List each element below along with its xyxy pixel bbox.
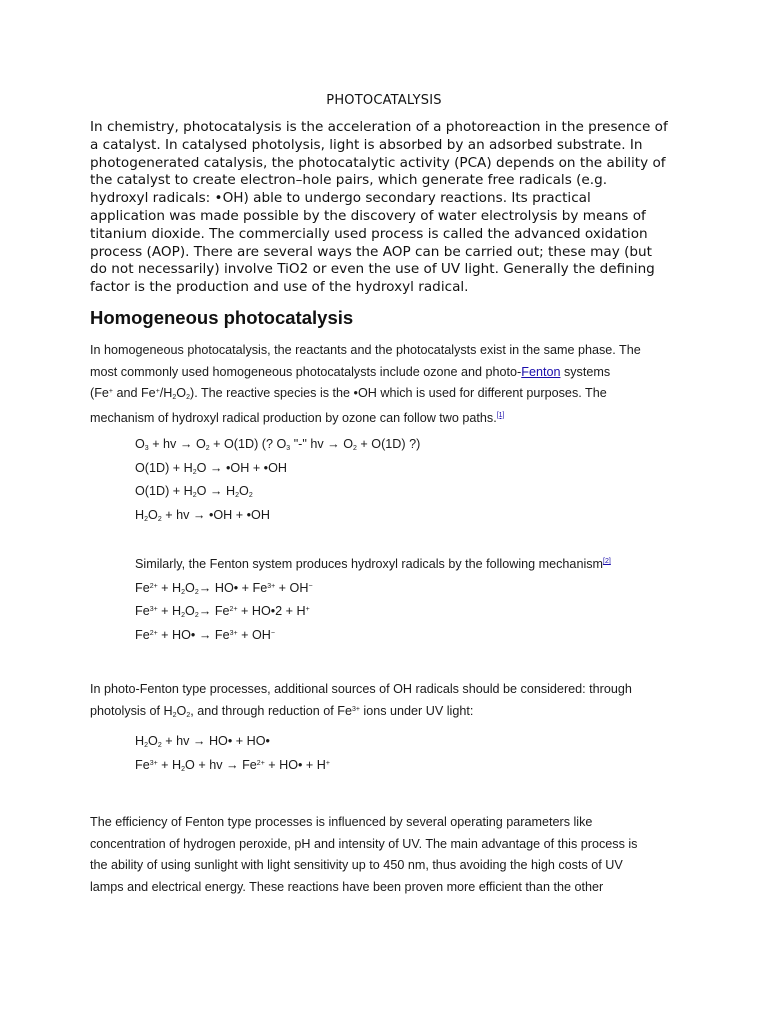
subscript: 2 <box>192 492 197 499</box>
text-span: O <box>176 386 187 401</box>
equation-line <box>135 600 611 624</box>
efficiency-paragraph <box>90 812 690 898</box>
text-span: → HO• + Fe <box>198 580 268 595</box>
subscript: 2 <box>186 394 190 402</box>
text-span: O <box>239 484 249 498</box>
superscript: + <box>305 606 310 613</box>
superscript: 3+ <box>149 759 158 767</box>
equation-line <box>135 730 330 754</box>
superscript: 2+ <box>229 606 238 613</box>
subscript: 2 <box>192 468 197 476</box>
subscript: 2 <box>172 394 177 402</box>
paragraph-line: the ability of using sunlight with light sensitivity up to 450 nm, thus avoiding the high costs of UV <box>90 858 623 873</box>
text-span: O <box>185 604 195 618</box>
subscript: 2 <box>157 515 162 523</box>
equation-line <box>135 754 330 778</box>
subscript: 2 <box>205 445 210 452</box>
section-heading: Homogeneous photocatalysis <box>90 307 354 328</box>
superscript: + <box>325 759 330 767</box>
ozone-equations <box>135 433 420 527</box>
text-span: Similarly, the Fenton system produces hydroxyl radicals by the following mechanism <box>135 557 604 571</box>
text-span: + HO• + H <box>264 757 326 772</box>
subscript: 3 <box>144 445 149 452</box>
text-span: + O(1D) (? O <box>209 437 287 451</box>
equation-line <box>135 624 611 648</box>
text-span: O(1D) + H <box>135 460 193 475</box>
superscript: 3+ <box>149 606 158 613</box>
text-span: O → H <box>196 484 236 498</box>
subscript: 2 <box>181 765 186 773</box>
text-span: and Fe <box>112 386 156 401</box>
text-span: Fe <box>135 604 150 618</box>
photo-fenton-paragraph <box>90 679 690 722</box>
subscript: 3 <box>286 445 291 452</box>
superscript: 2+ <box>256 759 265 767</box>
text-span: + hv → O <box>148 437 206 451</box>
intro-line: photogenerated catalysis, the photocatalytic activity (PCA) depends on the ability of <box>90 154 666 171</box>
text-span: O <box>135 437 145 451</box>
paragraph-line: In photo-Fenton type processes, additional sources of OH radicals should be considered: through <box>90 682 632 696</box>
text-span: + H <box>157 604 182 618</box>
text-span: + HO•2 + H <box>237 604 306 618</box>
superscript: 3+ <box>351 705 360 713</box>
citation-link[interactable]: [2] <box>603 558 611 565</box>
subscript: 2 <box>194 588 199 596</box>
text-span: O + hv → Fe <box>185 757 257 772</box>
subscript: 2 <box>144 742 149 749</box>
text-span: + H <box>157 580 182 595</box>
page-title: PHOTOCATALYSIS <box>326 93 442 108</box>
paragraph-line <box>90 383 690 405</box>
text-span: H <box>135 734 145 748</box>
paragraph-line: The efficiency of Fenton type processes is influenced by several operating parameters like <box>90 815 593 829</box>
text-span: mechanism of hydroxyl radical production by ozone can follow two paths. <box>90 410 497 425</box>
text-span: O <box>176 703 187 718</box>
intro-line: process (AOP). There are several ways the AOP can be carried out; these may (but <box>90 243 652 260</box>
citation-link[interactable]: [1] <box>496 411 505 419</box>
text-span: + HO• → Fe <box>157 627 230 642</box>
superscript: − <box>270 629 275 637</box>
text-span: Fe <box>135 627 150 642</box>
superscript: 2+ <box>149 629 158 637</box>
equation-line <box>135 433 420 457</box>
fenton-intro-line <box>135 550 611 577</box>
equation-line <box>135 480 420 504</box>
text-span: + H <box>157 757 182 772</box>
intro-line: a catalyst. In catalysed photolysis, light is absorbed by an adsorbed substrate. In <box>90 136 643 153</box>
subscript: 2 <box>172 711 177 719</box>
superscript: 3+ <box>229 629 238 637</box>
text-span: + hv → •OH + •OH <box>161 507 270 522</box>
subscript: 2 <box>235 492 240 499</box>
subscript: 2 <box>353 445 357 452</box>
intro-line: do not necessarily) involve TiO2 or even the use of UV light. Generally the defining <box>90 261 655 278</box>
superscript: + <box>155 388 160 396</box>
equation-line <box>135 504 420 528</box>
text-span: O → •OH + •OH <box>196 460 287 475</box>
intro-line: titanium dioxide. The commercially used process is called the advanced oxidation <box>90 225 648 242</box>
intro-line: factor is the production and use of the hydroxyl radical. <box>90 279 469 296</box>
text-span: O <box>148 507 158 522</box>
text-span: "-" hv → O <box>290 437 354 451</box>
text-span: Fe <box>135 757 150 772</box>
intro-line: In chemistry, photocatalysis is the acceleration of a photoreaction in the presence of <box>90 119 668 135</box>
paragraph-line <box>90 362 690 384</box>
text-span: , and through reduction of Fe <box>190 703 352 718</box>
intro-line: hydroxyl radicals: •OH) able to undergo secondary reactions. Its practical <box>90 190 591 207</box>
intro-line: application was made possible by the discovery of water electrolysis by means of <box>90 207 646 224</box>
paragraph-line: lamps and electrical energy. These reactions have been proven more efficient than the other <box>90 879 604 894</box>
subscript: 2 <box>194 612 199 619</box>
paragraph-line: concentration of hydrogen peroxide, pH and intensity of UV. The main advantage of this process is <box>90 836 638 851</box>
subscript: 2 <box>248 492 253 499</box>
photo-fenton-equations <box>135 730 330 777</box>
text-span: ions under UV light: <box>359 703 474 718</box>
subscript: 2 <box>181 588 186 596</box>
text-span: (Fe <box>90 386 109 401</box>
text-span: ). The reactive species is the •OH which is used for different purposes. The <box>190 386 607 401</box>
fenton-mechanism <box>135 550 611 647</box>
text-span: systems <box>560 364 611 379</box>
text-span: /H <box>159 386 173 401</box>
homogeneous-paragraph <box>90 340 690 429</box>
text-span: Fe <box>135 580 150 595</box>
superscript: − <box>308 582 313 590</box>
subscript: 2 <box>157 742 162 749</box>
text-span: photolysis of H <box>90 703 173 718</box>
fenton-link[interactable]: Fenton <box>521 364 561 379</box>
text-span: + O(1D) ?) <box>356 437 421 451</box>
paragraph-line: In homogeneous photocatalysis, the reactants and the photocatalysts exist in the same phase. The <box>90 343 641 357</box>
superscript: 3+ <box>267 582 276 590</box>
text-span: → Fe <box>198 604 230 618</box>
text-span: + hv → HO• + HO• <box>161 734 270 748</box>
text-span: O <box>148 734 158 748</box>
equation-line <box>135 577 611 601</box>
paragraph-line <box>90 405 690 430</box>
text-span: O(1D) + H <box>135 484 193 498</box>
text-span: + OH <box>275 580 309 595</box>
intro-line: the catalyst to create electron–hole pairs, which generate free radicals (e.g. <box>90 172 608 189</box>
paragraph-line <box>90 701 690 723</box>
text-span: most commonly used homogeneous photocatalysts include ozone and photo- <box>90 364 522 379</box>
superscript: 2+ <box>149 582 158 590</box>
intro-paragraph <box>90 119 690 297</box>
subscript: 2 <box>181 612 186 619</box>
equation-line <box>135 457 420 481</box>
text-span: O <box>185 580 195 595</box>
text-span: H <box>135 507 145 522</box>
subscript: 2 <box>186 711 191 719</box>
superscript: + <box>108 388 113 396</box>
subscript: 2 <box>144 515 149 523</box>
text-span: + OH <box>237 627 271 642</box>
